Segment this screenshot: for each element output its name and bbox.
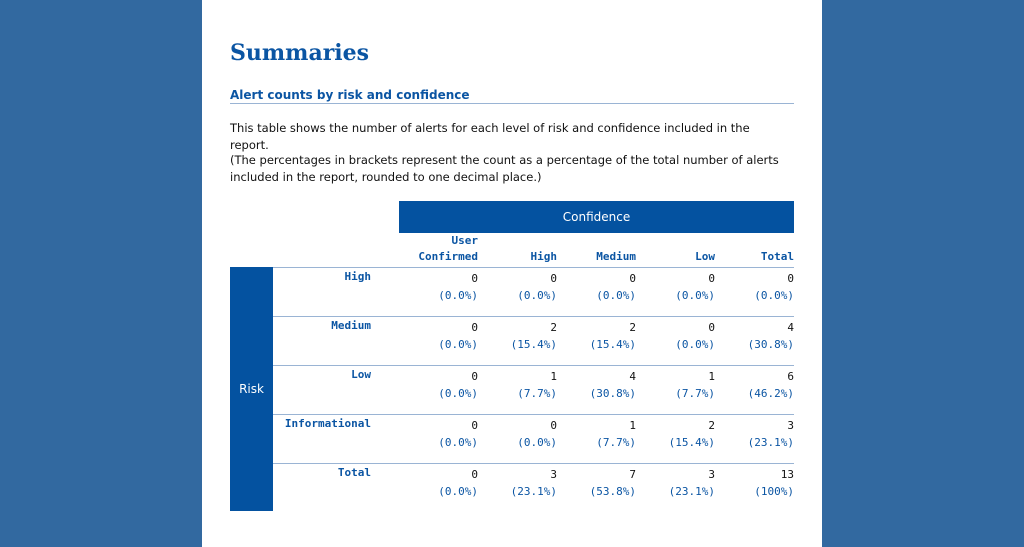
alert-percentage: (7.7%) (675, 387, 715, 400)
alert-percentage: (100%) (754, 485, 794, 498)
risk-header: Risk (230, 267, 273, 511)
alert-count: 1 (550, 370, 557, 383)
row-label: Low (351, 368, 371, 381)
column-header-user-confirmed (399, 233, 478, 266)
alert-count: 0 (629, 272, 636, 285)
alert-percentage: (0.0%) (596, 289, 636, 302)
table-cell (636, 466, 715, 500)
alert-percentage: (0.0%) (675, 338, 715, 351)
alert-percentage: (53.8%) (589, 485, 636, 498)
table-row (273, 267, 794, 316)
table-cell (715, 319, 794, 353)
alert-percentage: (0.0%) (675, 289, 715, 302)
alert-count: 0 (550, 272, 557, 285)
section-title: Alert counts by risk and confidence (230, 88, 794, 104)
table-cell (557, 319, 636, 353)
table-cell (636, 319, 715, 353)
table-cell (557, 270, 636, 304)
alert-percentage: (30.8%) (747, 338, 794, 351)
column-header-total (715, 233, 794, 266)
column-header-high (478, 233, 557, 266)
alert-percentage: (0.0%) (438, 338, 478, 351)
row-label: Total (337, 466, 371, 479)
table-cell (399, 270, 478, 304)
column-header-medium (557, 233, 636, 266)
table-cell (715, 368, 794, 402)
alert-percentage: (15.4%) (510, 338, 557, 351)
alert-count: 7 (629, 468, 636, 481)
column-header-line2: Confirmed (418, 250, 478, 263)
alert-percentage: (0.0%) (754, 289, 794, 302)
table-cell (399, 319, 478, 353)
alert-count: 0 (787, 272, 794, 285)
column-header-low (636, 233, 715, 266)
table-cell (557, 417, 636, 451)
table-cell (636, 417, 715, 451)
page-title: Summaries (230, 40, 370, 66)
column-header-line1: User (451, 234, 478, 247)
alert-count: 0 (471, 419, 478, 432)
alert-percentage: (0.0%) (438, 485, 478, 498)
alert-percentage: (7.7%) (596, 436, 636, 449)
table-cell (636, 270, 715, 304)
alert-percentage: (0.0%) (438, 387, 478, 400)
alert-percentage: (23.1%) (668, 485, 715, 498)
table-cell (715, 270, 794, 304)
row-label: Informational (284, 417, 371, 430)
table-cell (478, 319, 557, 353)
intro-text: This table shows the number of alerts for each level of risk and confidence included in the report. (230, 121, 750, 152)
alert-count: 6 (787, 370, 794, 383)
row-label: Medium (331, 319, 371, 332)
alert-percentage: (0.0%) (517, 436, 557, 449)
table-cell (715, 466, 794, 500)
column-header-line2: Medium (596, 250, 636, 263)
alert-count: 2 (629, 321, 636, 334)
alert-count: 13 (780, 468, 794, 481)
table-row (273, 365, 794, 414)
alert-count: 0 (550, 419, 557, 432)
alert-count: 1 (629, 419, 636, 432)
table-row (273, 414, 794, 463)
alert-percentage: (15.4%) (589, 338, 636, 351)
alert-percentage: (46.2%) (747, 387, 794, 400)
alert-percentage: (0.0%) (438, 289, 478, 302)
alert-percentage: (15.4%) (668, 436, 715, 449)
table-cell (478, 270, 557, 304)
table-cell (636, 368, 715, 402)
alert-percentage: (23.1%) (510, 485, 557, 498)
alert-count: 0 (471, 370, 478, 383)
table-cell (557, 466, 636, 500)
alert-count: 3 (708, 468, 715, 481)
note-text: (The percentages in brackets represent the count as a percentage of the total number of alerts included in the report, rounded to one decimal place.) (230, 153, 779, 184)
alert-count: 2 (708, 419, 715, 432)
alert-count: 1 (708, 370, 715, 383)
alert-percentage: (0.0%) (438, 436, 478, 449)
alert-count: 0 (708, 272, 715, 285)
column-header-line2: Total (760, 250, 794, 263)
table-row (273, 316, 794, 365)
alert-count: 4 (629, 370, 636, 383)
table-cell (399, 417, 478, 451)
column-header-line2: High (530, 250, 557, 263)
row-label: High (344, 270, 371, 283)
table-cell (399, 466, 478, 500)
alert-count: 2 (550, 321, 557, 334)
alert-percentage: (23.1%) (747, 436, 794, 449)
column-header-line2: Low (695, 250, 715, 263)
table-cell (478, 417, 557, 451)
report-page (202, 0, 822, 547)
table-cell (399, 368, 478, 402)
table-cell (557, 368, 636, 402)
alert-count: 3 (787, 419, 794, 432)
table-row (273, 463, 794, 512)
confidence-header: Confidence (399, 201, 794, 233)
table-cell (478, 368, 557, 402)
table-cell (715, 417, 794, 451)
alert-count: 0 (708, 321, 715, 334)
table-cell (478, 466, 557, 500)
alert-percentage: (7.7%) (517, 387, 557, 400)
alert-percentage: (30.8%) (589, 387, 636, 400)
alert-percentage: (0.0%) (517, 289, 557, 302)
alert-count: 3 (550, 468, 557, 481)
alert-count: 0 (471, 272, 478, 285)
alert-count: 0 (471, 468, 478, 481)
alert-count: 0 (471, 321, 478, 334)
alert-count: 4 (787, 321, 794, 334)
